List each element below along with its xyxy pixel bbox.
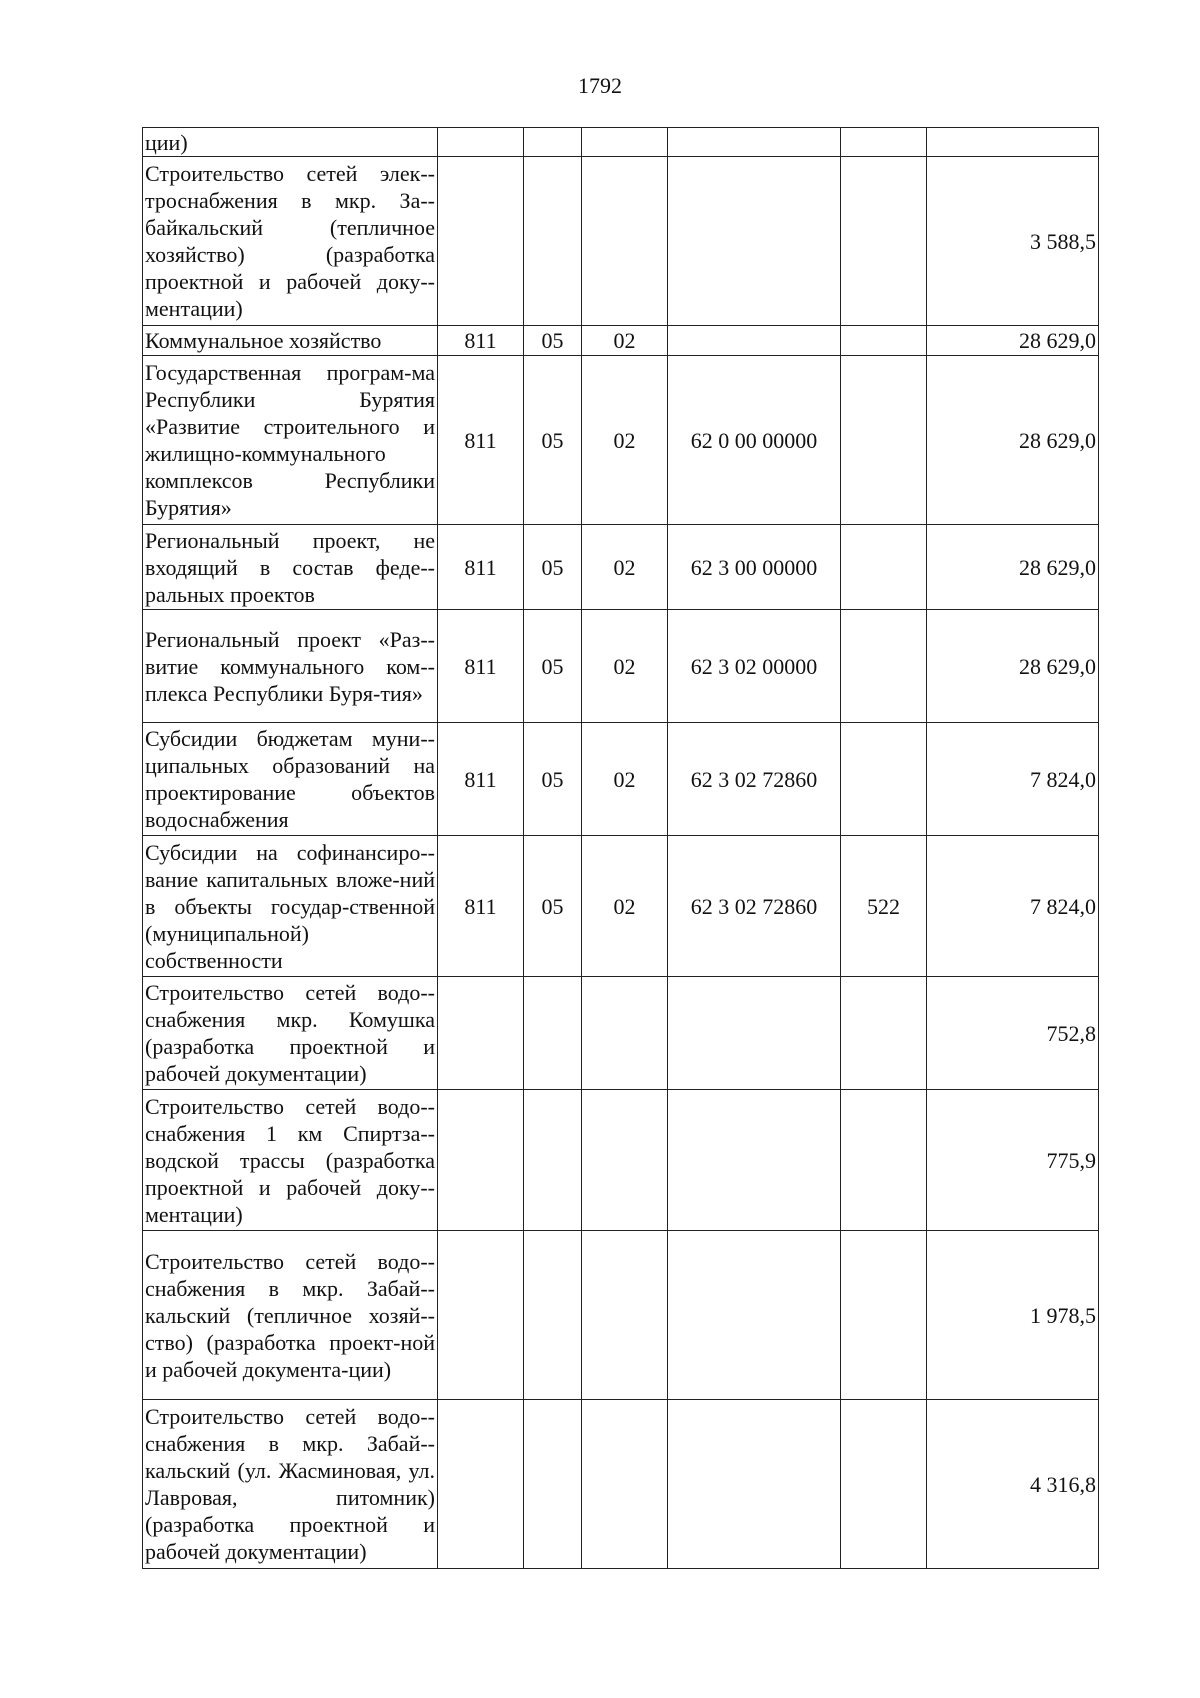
subsection-code-cell bbox=[582, 1090, 668, 1231]
grbs-code-cell bbox=[438, 128, 524, 157]
table-row bbox=[143, 1231, 1099, 1400]
section-code-cell: 05 bbox=[524, 525, 582, 610]
section-code-cell bbox=[524, 128, 582, 157]
section-code-cell: 05 bbox=[524, 356, 582, 525]
expense-type-cell bbox=[841, 1400, 927, 1569]
table-row bbox=[143, 1090, 1099, 1231]
table-row bbox=[143, 128, 1099, 157]
expense-type-cell bbox=[841, 326, 927, 356]
section-code-cell: 05 bbox=[524, 326, 582, 356]
section-code-cell bbox=[524, 1400, 582, 1569]
target-article-cell: 62 3 02 00000 bbox=[668, 610, 841, 723]
target-article-cell bbox=[668, 157, 841, 326]
grbs-code-cell: 811 bbox=[438, 610, 524, 723]
table-row bbox=[143, 836, 1099, 977]
expense-type-cell bbox=[841, 1231, 927, 1400]
expense-type-cell bbox=[841, 157, 927, 326]
row-name-cell: Строительство сетей элек-троснабжения в мкр. За-байкальский (тепличное хозяйство) (разработка проектной и рабочей доку-ментации) bbox=[143, 157, 438, 326]
section-code-cell bbox=[524, 157, 582, 326]
target-article-cell: 62 3 02 72860 bbox=[668, 836, 841, 977]
section-code-cell: 05 bbox=[524, 610, 582, 723]
table-row bbox=[143, 356, 1099, 525]
row-name-cell: Строительство сетей водо-снабжения в мкр. Забай-кальский (ул. Жасминовая, ул. Лавровая, питомник) (разработка проектной и рабочей документации) bbox=[143, 1400, 438, 1569]
budget-table bbox=[142, 127, 1099, 1569]
budget-table-body bbox=[143, 128, 1099, 1569]
subsection-code-cell bbox=[582, 977, 668, 1090]
table-row bbox=[143, 723, 1099, 836]
grbs-code-cell: 811 bbox=[438, 356, 524, 525]
subsection-code-cell bbox=[582, 157, 668, 326]
subsection-code-cell: 02 bbox=[582, 723, 668, 836]
amount-cell: 7 824,0 bbox=[927, 836, 1099, 977]
expense-type-cell: 522 bbox=[841, 836, 927, 977]
target-article-cell: 62 3 00 00000 bbox=[668, 525, 841, 610]
target-article-cell bbox=[668, 977, 841, 1090]
expense-type-cell bbox=[841, 128, 927, 157]
amount-cell: 752,8 bbox=[927, 977, 1099, 1090]
section-code-cell bbox=[524, 1231, 582, 1400]
amount-cell: 3 588,5 bbox=[927, 157, 1099, 326]
amount-cell: 4 316,8 bbox=[927, 1400, 1099, 1569]
amount-cell: 28 629,0 bbox=[927, 326, 1099, 356]
table-row bbox=[143, 326, 1099, 356]
target-article-cell bbox=[668, 1090, 841, 1231]
row-name-cell: Региональный проект, не входящий в состав феде-ральных проектов bbox=[143, 525, 438, 610]
row-name-cell: Субсидии бюджетам муни-ципальных образований на проектирование объектов водоснабжения bbox=[143, 723, 438, 836]
amount-cell: 775,9 bbox=[927, 1090, 1099, 1231]
section-code-cell: 05 bbox=[524, 836, 582, 977]
expense-type-cell bbox=[841, 525, 927, 610]
subsection-code-cell bbox=[582, 1231, 668, 1400]
table-row bbox=[143, 157, 1099, 326]
subsection-code-cell bbox=[582, 1400, 668, 1569]
grbs-code-cell bbox=[438, 977, 524, 1090]
expense-type-cell bbox=[841, 723, 927, 836]
grbs-code-cell: 811 bbox=[438, 723, 524, 836]
subsection-code-cell: 02 bbox=[582, 326, 668, 356]
grbs-code-cell: 811 bbox=[438, 836, 524, 977]
subsection-code-cell bbox=[582, 128, 668, 157]
amount-cell: 28 629,0 bbox=[927, 610, 1099, 723]
row-name-cell: Коммунальное хозяйство bbox=[143, 326, 438, 356]
expense-type-cell bbox=[841, 1090, 927, 1231]
table-row bbox=[143, 610, 1099, 723]
amount-cell: 28 629,0 bbox=[927, 525, 1099, 610]
expense-type-cell bbox=[841, 610, 927, 723]
table-row bbox=[143, 525, 1099, 610]
section-code-cell: 05 bbox=[524, 723, 582, 836]
row-name-cell: ции) bbox=[143, 128, 438, 157]
row-name-cell: Строительство сетей водо-снабжения мкр. Комушка (разработка проектной и рабочей документации) bbox=[143, 977, 438, 1090]
amount-cell: 7 824,0 bbox=[927, 723, 1099, 836]
section-code-cell bbox=[524, 1090, 582, 1231]
section-code-cell bbox=[524, 977, 582, 1090]
row-name-cell: Строительство сетей водо-снабжения 1 км Спиртза-водской трассы (разработка проектной и рабочей доку-ментации) bbox=[143, 1090, 438, 1231]
amount-cell: 28 629,0 bbox=[927, 356, 1099, 525]
grbs-code-cell bbox=[438, 1231, 524, 1400]
grbs-code-cell: 811 bbox=[438, 326, 524, 356]
subsection-code-cell: 02 bbox=[582, 610, 668, 723]
grbs-code-cell: 811 bbox=[438, 525, 524, 610]
subsection-code-cell: 02 bbox=[582, 356, 668, 525]
table-row bbox=[143, 1400, 1099, 1569]
grbs-code-cell bbox=[438, 157, 524, 326]
expense-type-cell bbox=[841, 356, 927, 525]
subsection-code-cell: 02 bbox=[582, 836, 668, 977]
row-name-cell: Субсидии на софинансиро-вание капитальных вложе-ний в объекты государ-ственной (муниципальной) собственности bbox=[143, 836, 438, 977]
page-number: 1792 bbox=[578, 73, 622, 98]
expense-type-cell bbox=[841, 977, 927, 1090]
target-article-cell bbox=[668, 128, 841, 157]
target-article-cell: 62 0 00 00000 bbox=[668, 356, 841, 525]
amount-cell bbox=[927, 128, 1099, 157]
row-name-cell: Государственная програм-ма Республики Бурятия «Развитие строительного и жилищно-коммунального комплексов Республики Бурятия» bbox=[143, 356, 438, 525]
target-article-cell bbox=[668, 1400, 841, 1569]
table-row bbox=[143, 977, 1099, 1090]
grbs-code-cell bbox=[438, 1400, 524, 1569]
grbs-code-cell bbox=[438, 1090, 524, 1231]
target-article-cell bbox=[668, 326, 841, 356]
subsection-code-cell: 02 bbox=[582, 525, 668, 610]
row-name-cell: Строительство сетей водо-снабжения в мкр. Забай-кальский (тепличное хозяй-ство) (разработка проект-ной и рабочей документа-ции) bbox=[143, 1231, 438, 1400]
row-name-cell: Региональный проект «Раз-витие коммунального ком-плекса Республики Буря-тия» bbox=[143, 610, 438, 723]
amount-cell: 1 978,5 bbox=[927, 1231, 1099, 1400]
target-article-cell: 62 3 02 72860 bbox=[668, 723, 841, 836]
target-article-cell bbox=[668, 1231, 841, 1400]
